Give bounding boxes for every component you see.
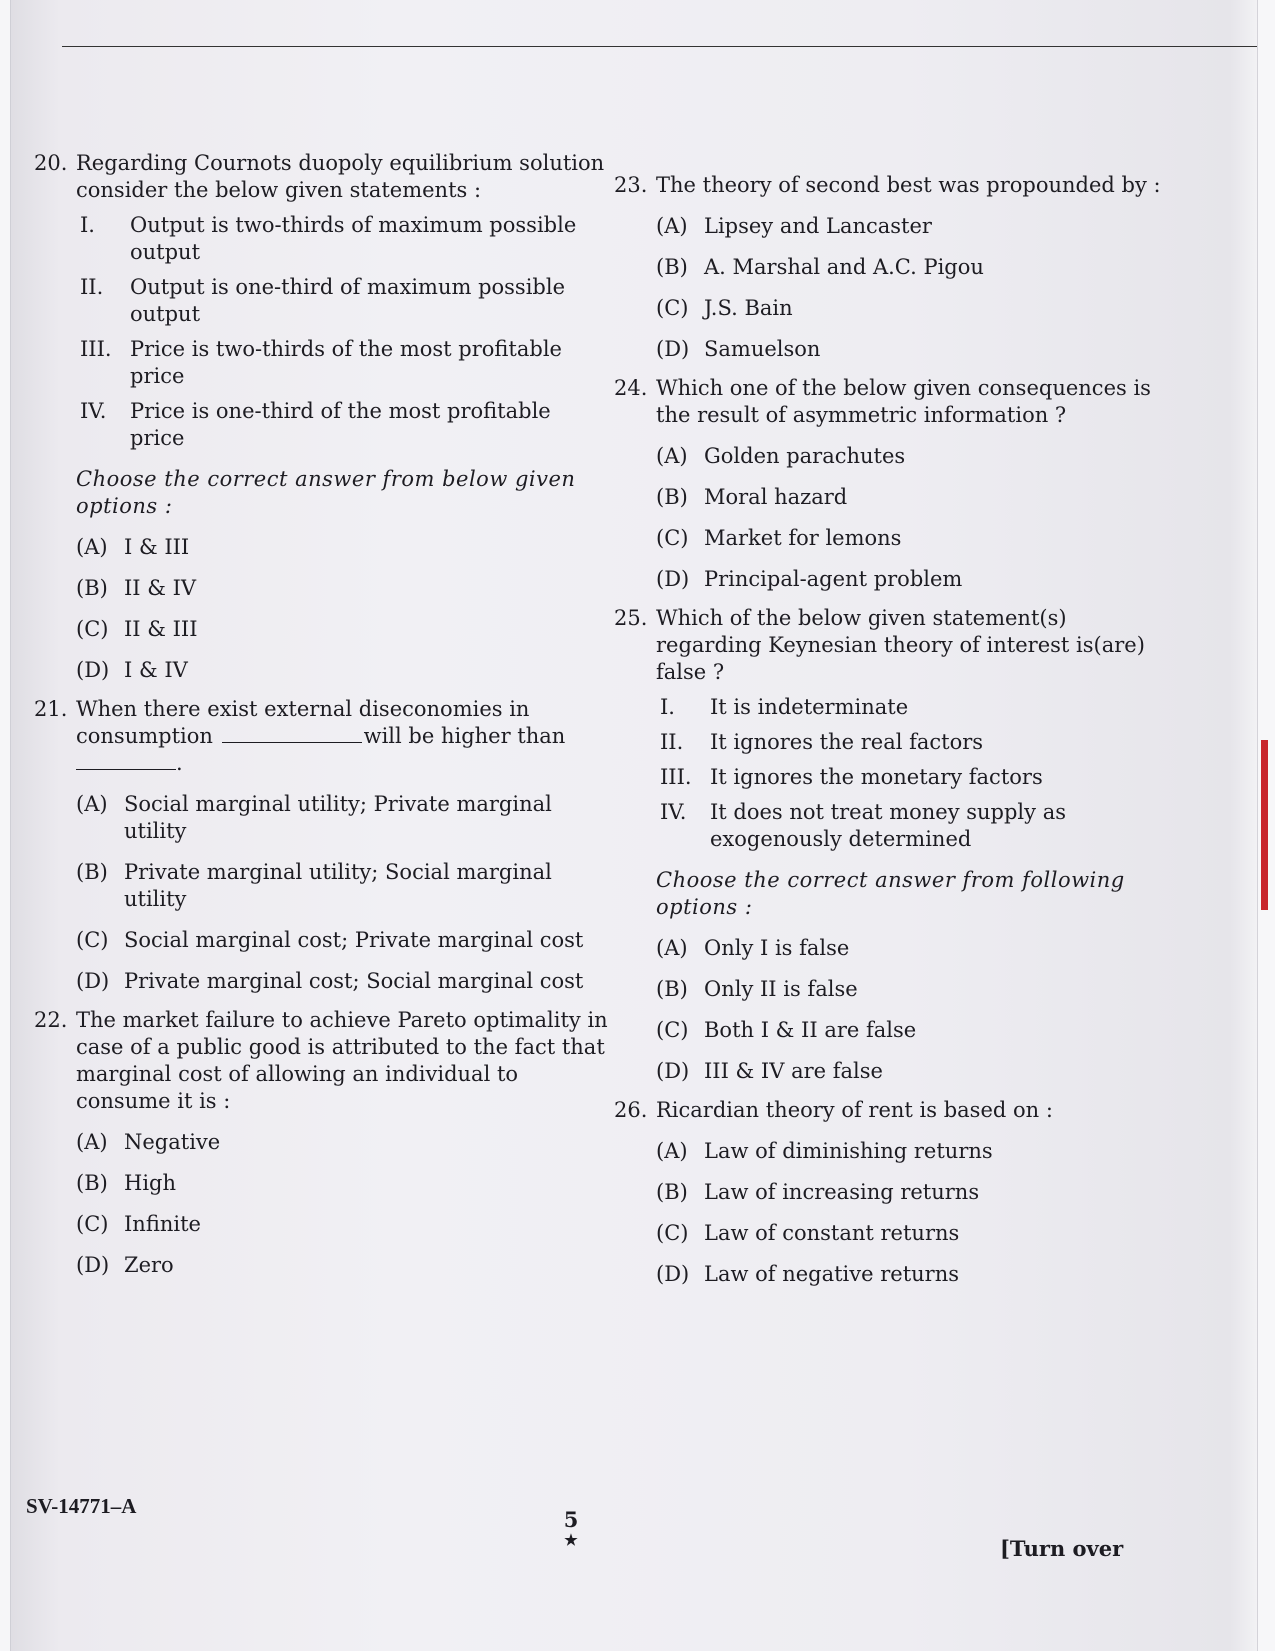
option: (D) Samuelson (656, 337, 821, 361)
turn-over-label: [Turn over (1000, 1536, 1124, 1561)
option: (B) Only II is false (656, 977, 858, 1001)
question-24 (610, 375, 1170, 593)
option: (D) Zero (76, 1253, 174, 1277)
option: (D) Private marginal cost; Social marginal cost (76, 969, 584, 993)
answer-blank (76, 751, 176, 770)
option: (C) Market for lemons (656, 526, 902, 550)
question-number: 21. (34, 697, 68, 721)
option: (D) III & IV are false (656, 1059, 883, 1083)
option: (C) J.S. Bain (656, 296, 793, 320)
paper-code: SV-14771–A (26, 1494, 137, 1518)
option: (A) Law of diminishing returns (656, 1139, 993, 1163)
option: (B) Moral hazard (656, 485, 848, 509)
option: (A) Golden parachutes (656, 444, 906, 468)
option: (A) Only I is false (656, 936, 850, 960)
question-stem: Ricardian theory of rent is based on : (656, 1098, 1053, 1122)
statement: I. It is indeterminate (660, 695, 909, 719)
question-number: 20. (34, 151, 68, 175)
instruction: Choose the correct answer from following options : (656, 868, 1125, 919)
option: (B) II & IV (76, 576, 197, 600)
question-20 (30, 150, 610, 684)
question-25 (610, 605, 1170, 1085)
question-stem: Which one of the below given consequences is the result of asymmetric information ? (656, 376, 1151, 427)
right-column (610, 172, 1170, 1300)
question-number: 26. (614, 1098, 648, 1122)
left-column (30, 150, 610, 1291)
question-stem: When there exist external diseconomies in consumption will be higher than . (76, 697, 566, 775)
option: (C) Social marginal cost; Private marginal cost (76, 928, 584, 952)
question-stem: Regarding Cournots duopoly equilibrium solution consider the below given statements : (76, 151, 605, 202)
option: (B) High (76, 1171, 176, 1195)
statement: II. Output is one-third of maximum possible output (80, 275, 566, 326)
option: (B) Law of increasing returns (656, 1180, 980, 1204)
star-icon: ★ (564, 1531, 578, 1549)
question-stem: Which of the below given statement(s) regarding Keynesian theory of interest is(are) false ? (656, 606, 1145, 684)
statement: II. It ignores the real factors (660, 730, 984, 754)
option: (B) A. Marshal and A.C. Pigou (656, 255, 984, 279)
header-rule (62, 46, 1262, 47)
question-26 (610, 1097, 1170, 1288)
question-stem: The theory of second best was propounded by : (656, 173, 1161, 197)
question-number: 24. (614, 376, 648, 400)
option: (C) Infinite (76, 1212, 201, 1236)
statement: IV. It does not treat money supply as exogenously determined (660, 800, 1066, 851)
option: (C) II & III (76, 617, 198, 641)
option: (D) Law of negative returns (656, 1262, 960, 1286)
question-22 (30, 1007, 610, 1279)
question-number: 23. (614, 173, 648, 197)
option: (A) Social marginal utility; Private marginal utility (76, 792, 552, 843)
red-edge-mark (1261, 740, 1268, 910)
page-number: 5 (563, 1507, 579, 1532)
answer-blank (222, 724, 362, 743)
option: (D) Principal-agent problem (656, 567, 963, 591)
option: (A) Negative (76, 1130, 221, 1154)
option: (C) Law of constant returns (656, 1221, 960, 1245)
question-number: 25. (614, 606, 648, 630)
question-stem: The market failure to achieve Pareto optimality in case of a public good is attributed to the fact that marginal cost of allowing an individual to consume it is : (76, 1008, 608, 1113)
option: (A) I & III (76, 535, 190, 559)
question-21 (30, 696, 610, 995)
instruction: Choose the correct answer from below given options : (76, 467, 576, 518)
page-number-block (556, 1507, 586, 1550)
question-23 (610, 172, 1170, 363)
statement: III. It ignores the monetary factors (660, 765, 1043, 789)
option: (A) Lipsey and Lancaster (656, 214, 932, 238)
statement: III. Price is two-thirds of the most profitable price (80, 337, 562, 388)
option: (C) Both I & II are false (656, 1018, 917, 1042)
option: (B) Private marginal utility; Social marginal utility (76, 860, 552, 911)
page-left-edge (0, 0, 11, 1651)
statement: I. Output is two-thirds of maximum possible output (80, 213, 577, 264)
option: (D) I & IV (76, 658, 188, 682)
question-number: 22. (34, 1008, 68, 1032)
statement: IV. Price is one-third of the most profitable price (80, 399, 551, 450)
